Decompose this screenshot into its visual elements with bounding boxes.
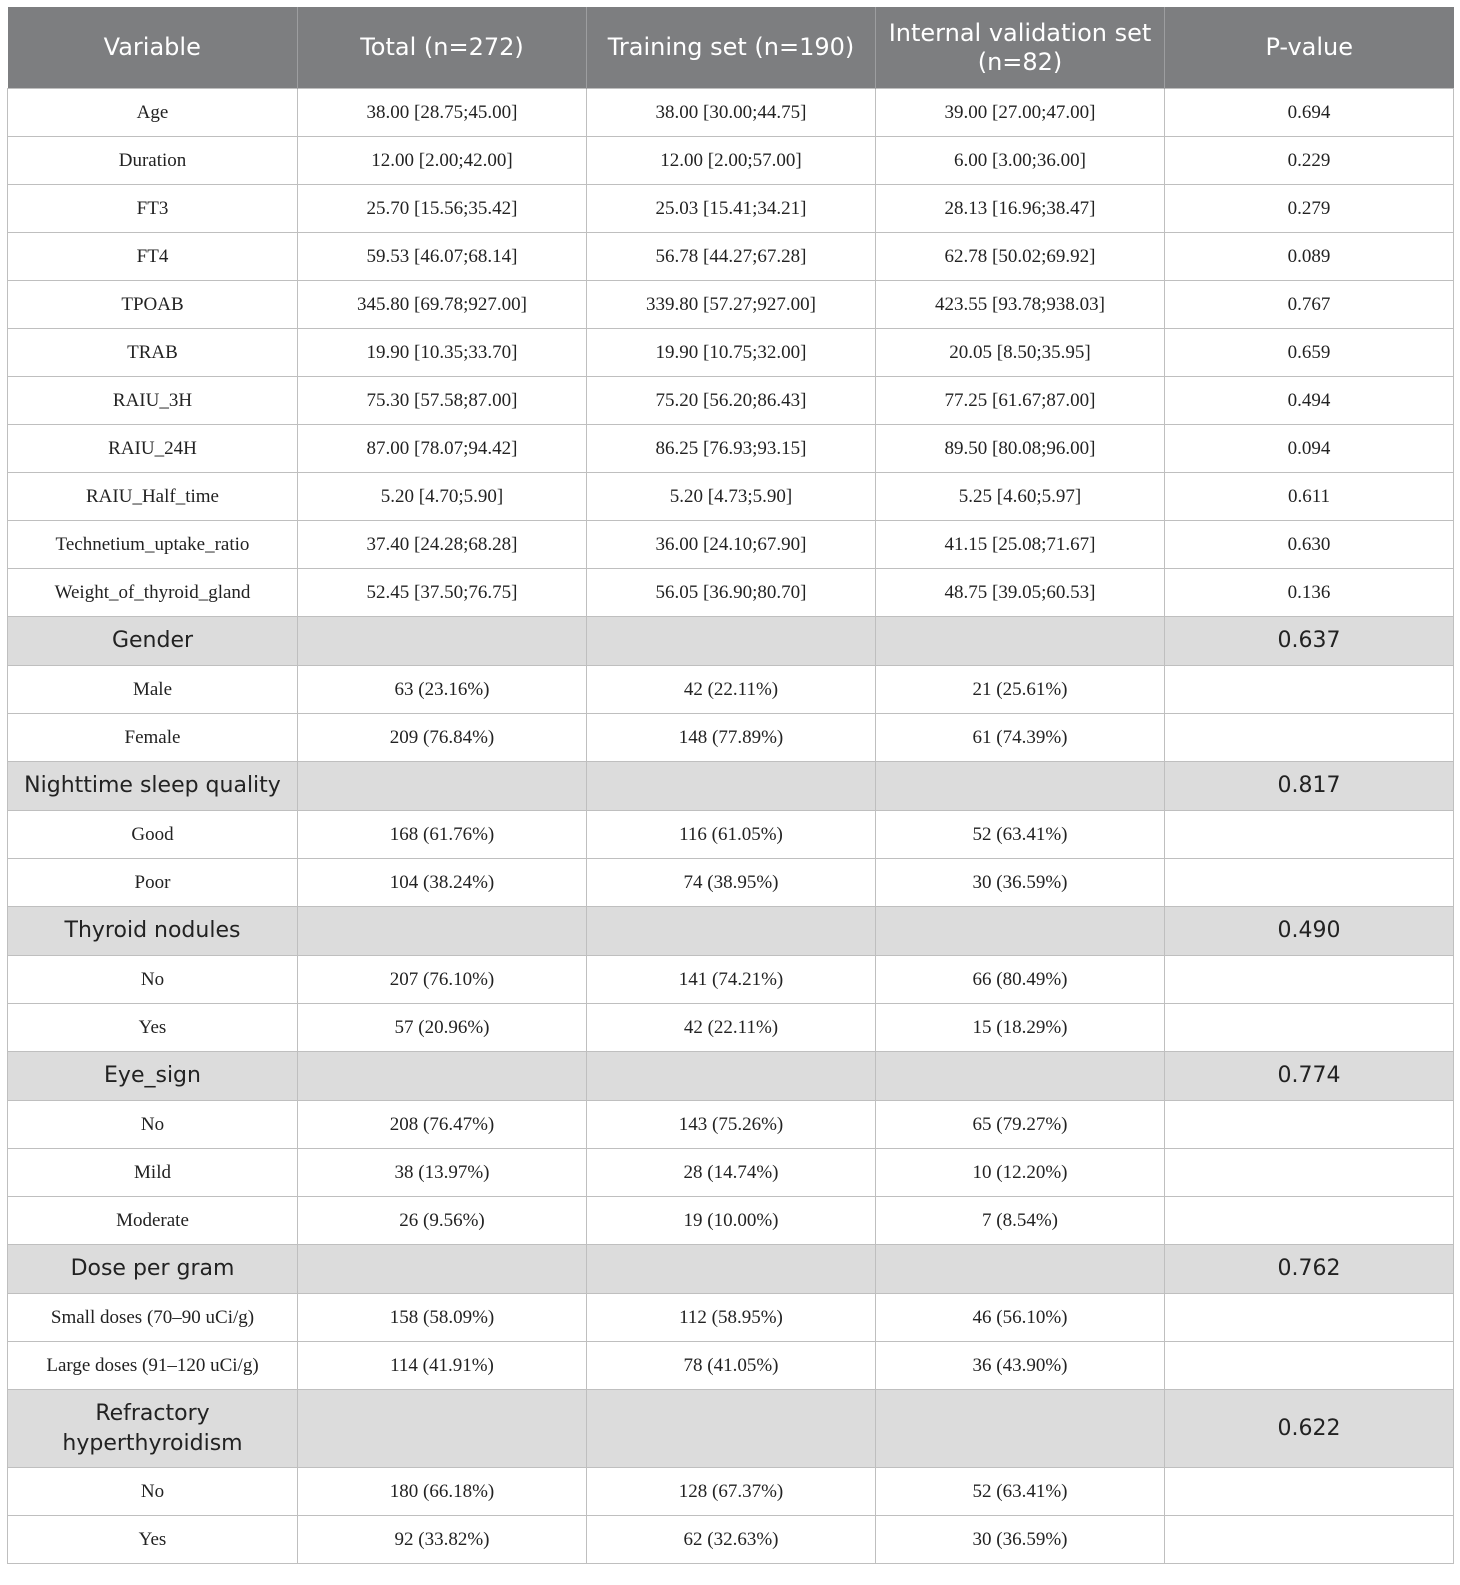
training-cell: 12.00 [2.00;57.00]	[587, 137, 876, 185]
table-row	[8, 137, 1454, 185]
total-cell: 208 (76.47%)	[298, 1101, 587, 1149]
validation-cell: 41.15 [25.08;71.67]	[876, 521, 1165, 569]
category-cell: Good	[8, 811, 298, 859]
table-header-row	[8, 7, 1454, 89]
total-cell: 12.00 [2.00;42.00]	[298, 137, 587, 185]
pvalue-cell: 0.229	[1165, 137, 1454, 185]
category-cell: Male	[8, 666, 298, 714]
validation-cell: 61 (74.39%)	[876, 714, 1165, 762]
total-cell: 5.20 [4.70;5.90]	[298, 473, 587, 521]
training-cell: 86.25 [76.93;93.15]	[587, 425, 876, 473]
pvalue-cell: 0.767	[1165, 281, 1454, 329]
category-cell: Mild	[8, 1149, 298, 1197]
group-name-cell: Thyroid nodules	[8, 907, 298, 956]
validation-cell: 48.75 [39.05;60.53]	[876, 569, 1165, 617]
header-pvalue: P-value	[1165, 7, 1454, 89]
table-container	[7, 7, 1453, 1564]
validation-cell: 21 (25.61%)	[876, 666, 1165, 714]
table-row	[8, 1294, 1454, 1342]
category-cell: No	[8, 1101, 298, 1149]
pvalue-cell: 0.279	[1165, 185, 1454, 233]
table-row	[8, 473, 1454, 521]
header-validation: Internal validation set (n=82)	[876, 7, 1165, 89]
training-cell: 28 (14.74%)	[587, 1149, 876, 1197]
category-cell: No	[8, 1468, 298, 1516]
total-cell: 209 (76.84%)	[298, 714, 587, 762]
total-cell: 63 (23.16%)	[298, 666, 587, 714]
total-cell: 104 (38.24%)	[298, 859, 587, 907]
validation-cell: 65 (79.27%)	[876, 1101, 1165, 1149]
group-header-row	[8, 1390, 1454, 1468]
variable-cell: RAIU_Half_time	[8, 473, 298, 521]
category-cell: Yes	[8, 1004, 298, 1052]
total-cell: 87.00 [78.07;94.42]	[298, 425, 587, 473]
total-cell: 38 (13.97%)	[298, 1149, 587, 1197]
training-cell: 38.00 [30.00;44.75]	[587, 89, 876, 137]
pvalue-cell	[1165, 1468, 1454, 1516]
total-cell: 92 (33.82%)	[298, 1516, 587, 1564]
variable-cell: RAIU_24H	[8, 425, 298, 473]
pvalue-cell: 0.694	[1165, 89, 1454, 137]
table-row	[8, 1149, 1454, 1197]
empty-cell	[876, 1390, 1165, 1468]
validation-cell: 77.25 [61.67;87.00]	[876, 377, 1165, 425]
empty-cell	[587, 762, 876, 811]
empty-cell	[298, 907, 587, 956]
variable-cell: TPOAB	[8, 281, 298, 329]
training-cell: 112 (58.95%)	[587, 1294, 876, 1342]
empty-cell	[876, 762, 1165, 811]
total-cell: 37.40 [24.28;68.28]	[298, 521, 587, 569]
category-cell: Small doses (70–90 uCi/g)	[8, 1294, 298, 1342]
table-row	[8, 714, 1454, 762]
group-pvalue-cell: 0.774	[1165, 1052, 1454, 1101]
baseline-characteristics-table	[7, 7, 1454, 1564]
validation-cell: 39.00 [27.00;47.00]	[876, 89, 1165, 137]
empty-cell	[298, 762, 587, 811]
training-cell: 5.20 [4.73;5.90]	[587, 473, 876, 521]
validation-cell: 46 (56.10%)	[876, 1294, 1165, 1342]
training-cell: 36.00 [24.10;67.90]	[587, 521, 876, 569]
variable-cell: Weight_of_thyroid_gland	[8, 569, 298, 617]
total-cell: 207 (76.10%)	[298, 956, 587, 1004]
total-cell: 75.30 [57.58;87.00]	[298, 377, 587, 425]
group-name-cell: Gender	[8, 617, 298, 666]
training-cell: 25.03 [15.41;34.21]	[587, 185, 876, 233]
group-name-cell: Nighttime sleep quality	[8, 762, 298, 811]
validation-cell: 52 (63.41%)	[876, 1468, 1165, 1516]
group-header-row	[8, 1052, 1454, 1101]
total-cell: 57 (20.96%)	[298, 1004, 587, 1052]
pvalue-cell: 0.094	[1165, 425, 1454, 473]
group-pvalue-cell: 0.637	[1165, 617, 1454, 666]
group-name-cell: Eye_sign	[8, 1052, 298, 1101]
table-row	[8, 569, 1454, 617]
validation-cell: 28.13 [16.96;38.47]	[876, 185, 1165, 233]
group-name-cell: Dose per gram	[8, 1245, 298, 1294]
empty-cell	[587, 617, 876, 666]
variable-cell: RAIU_3H	[8, 377, 298, 425]
header-training: Training set (n=190)	[587, 7, 876, 89]
empty-cell	[876, 907, 1165, 956]
empty-cell	[298, 1052, 587, 1101]
pvalue-cell	[1165, 956, 1454, 1004]
training-cell: 78 (41.05%)	[587, 1342, 876, 1390]
table-row	[8, 185, 1454, 233]
training-cell: 42 (22.11%)	[587, 1004, 876, 1052]
training-cell: 56.05 [36.90;80.70]	[587, 569, 876, 617]
validation-cell: 5.25 [4.60;5.97]	[876, 473, 1165, 521]
table-row	[8, 1468, 1454, 1516]
table-row	[8, 1197, 1454, 1245]
total-cell: 26 (9.56%)	[298, 1197, 587, 1245]
training-cell: 148 (77.89%)	[587, 714, 876, 762]
validation-cell: 7 (8.54%)	[876, 1197, 1165, 1245]
category-cell: Large doses (91–120 uCi/g)	[8, 1342, 298, 1390]
table-row	[8, 89, 1454, 137]
table-row	[8, 1004, 1454, 1052]
training-cell: 19 (10.00%)	[587, 1197, 876, 1245]
variable-cell: TRAB	[8, 329, 298, 377]
total-cell: 38.00 [28.75;45.00]	[298, 89, 587, 137]
variable-cell: FT3	[8, 185, 298, 233]
variable-cell: FT4	[8, 233, 298, 281]
group-header-row	[8, 907, 1454, 956]
empty-cell	[298, 617, 587, 666]
pvalue-cell	[1165, 1516, 1454, 1564]
training-cell: 116 (61.05%)	[587, 811, 876, 859]
pvalue-cell: 0.659	[1165, 329, 1454, 377]
validation-cell: 89.50 [80.08;96.00]	[876, 425, 1165, 473]
table-row	[8, 859, 1454, 907]
group-pvalue-cell: 0.490	[1165, 907, 1454, 956]
group-pvalue-cell: 0.817	[1165, 762, 1454, 811]
total-cell: 25.70 [15.56;35.42]	[298, 185, 587, 233]
category-cell: Poor	[8, 859, 298, 907]
validation-cell: 36 (43.90%)	[876, 1342, 1165, 1390]
table-row	[8, 425, 1454, 473]
empty-cell	[298, 1390, 587, 1468]
pvalue-cell	[1165, 1294, 1454, 1342]
table-row	[8, 521, 1454, 569]
variable-cell: Duration	[8, 137, 298, 185]
pvalue-cell: 0.611	[1165, 473, 1454, 521]
table-body	[8, 89, 1454, 1564]
group-name-cell: Refractory hyperthyroidism	[8, 1390, 298, 1468]
category-cell: Moderate	[8, 1197, 298, 1245]
pvalue-cell	[1165, 811, 1454, 859]
total-cell: 52.45 [37.50;76.75]	[298, 569, 587, 617]
empty-cell	[587, 907, 876, 956]
variable-cell: Technetium_uptake_ratio	[8, 521, 298, 569]
empty-cell	[587, 1052, 876, 1101]
empty-cell	[298, 1245, 587, 1294]
table-row	[8, 956, 1454, 1004]
category-cell: Female	[8, 714, 298, 762]
validation-cell: 52 (63.41%)	[876, 811, 1165, 859]
pvalue-cell	[1165, 714, 1454, 762]
empty-cell	[587, 1390, 876, 1468]
variable-cell: Age	[8, 89, 298, 137]
empty-cell	[587, 1245, 876, 1294]
group-header-row	[8, 617, 1454, 666]
training-cell: 75.20 [56.20;86.43]	[587, 377, 876, 425]
header-variable: Variable	[8, 7, 298, 89]
category-cell: No	[8, 956, 298, 1004]
validation-cell: 30 (36.59%)	[876, 859, 1165, 907]
training-cell: 143 (75.26%)	[587, 1101, 876, 1149]
table-row	[8, 811, 1454, 859]
validation-cell: 423.55 [93.78;938.03]	[876, 281, 1165, 329]
validation-cell: 15 (18.29%)	[876, 1004, 1165, 1052]
total-cell: 19.90 [10.35;33.70]	[298, 329, 587, 377]
table-row	[8, 666, 1454, 714]
training-cell: 339.80 [57.27;927.00]	[587, 281, 876, 329]
validation-cell: 66 (80.49%)	[876, 956, 1165, 1004]
table-row	[8, 1516, 1454, 1564]
pvalue-cell: 0.494	[1165, 377, 1454, 425]
total-cell: 345.80 [69.78;927.00]	[298, 281, 587, 329]
validation-cell: 10 (12.20%)	[876, 1149, 1165, 1197]
table-row	[8, 233, 1454, 281]
group-pvalue-cell: 0.622	[1165, 1390, 1454, 1468]
pvalue-cell	[1165, 1342, 1454, 1390]
pvalue-cell	[1165, 666, 1454, 714]
header-total: Total (n=272)	[298, 7, 587, 89]
group-header-row	[8, 1245, 1454, 1294]
training-cell: 141 (74.21%)	[587, 956, 876, 1004]
total-cell: 180 (66.18%)	[298, 1468, 587, 1516]
validation-cell: 30 (36.59%)	[876, 1516, 1165, 1564]
table-row	[8, 1342, 1454, 1390]
pvalue-cell	[1165, 1004, 1454, 1052]
validation-cell: 20.05 [8.50;35.95]	[876, 329, 1165, 377]
group-pvalue-cell: 0.762	[1165, 1245, 1454, 1294]
total-cell: 59.53 [46.07;68.14]	[298, 233, 587, 281]
training-cell: 42 (22.11%)	[587, 666, 876, 714]
pvalue-cell	[1165, 1101, 1454, 1149]
empty-cell	[876, 617, 1165, 666]
pvalue-cell: 0.136	[1165, 569, 1454, 617]
training-cell: 19.90 [10.75;32.00]	[587, 329, 876, 377]
empty-cell	[876, 1245, 1165, 1294]
category-cell: Yes	[8, 1516, 298, 1564]
training-cell: 74 (38.95%)	[587, 859, 876, 907]
group-header-row	[8, 762, 1454, 811]
table-row	[8, 329, 1454, 377]
pvalue-cell	[1165, 1149, 1454, 1197]
training-cell: 56.78 [44.27;67.28]	[587, 233, 876, 281]
training-cell: 128 (67.37%)	[587, 1468, 876, 1516]
validation-cell: 62.78 [50.02;69.92]	[876, 233, 1165, 281]
table-row	[8, 1101, 1454, 1149]
table-row	[8, 377, 1454, 425]
pvalue-cell	[1165, 859, 1454, 907]
empty-cell	[876, 1052, 1165, 1101]
pvalue-cell: 0.089	[1165, 233, 1454, 281]
pvalue-cell	[1165, 1197, 1454, 1245]
total-cell: 158 (58.09%)	[298, 1294, 587, 1342]
training-cell: 62 (32.63%)	[587, 1516, 876, 1564]
total-cell: 168 (61.76%)	[298, 811, 587, 859]
pvalue-cell: 0.630	[1165, 521, 1454, 569]
total-cell: 114 (41.91%)	[298, 1342, 587, 1390]
table-row	[8, 281, 1454, 329]
validation-cell: 6.00 [3.00;36.00]	[876, 137, 1165, 185]
